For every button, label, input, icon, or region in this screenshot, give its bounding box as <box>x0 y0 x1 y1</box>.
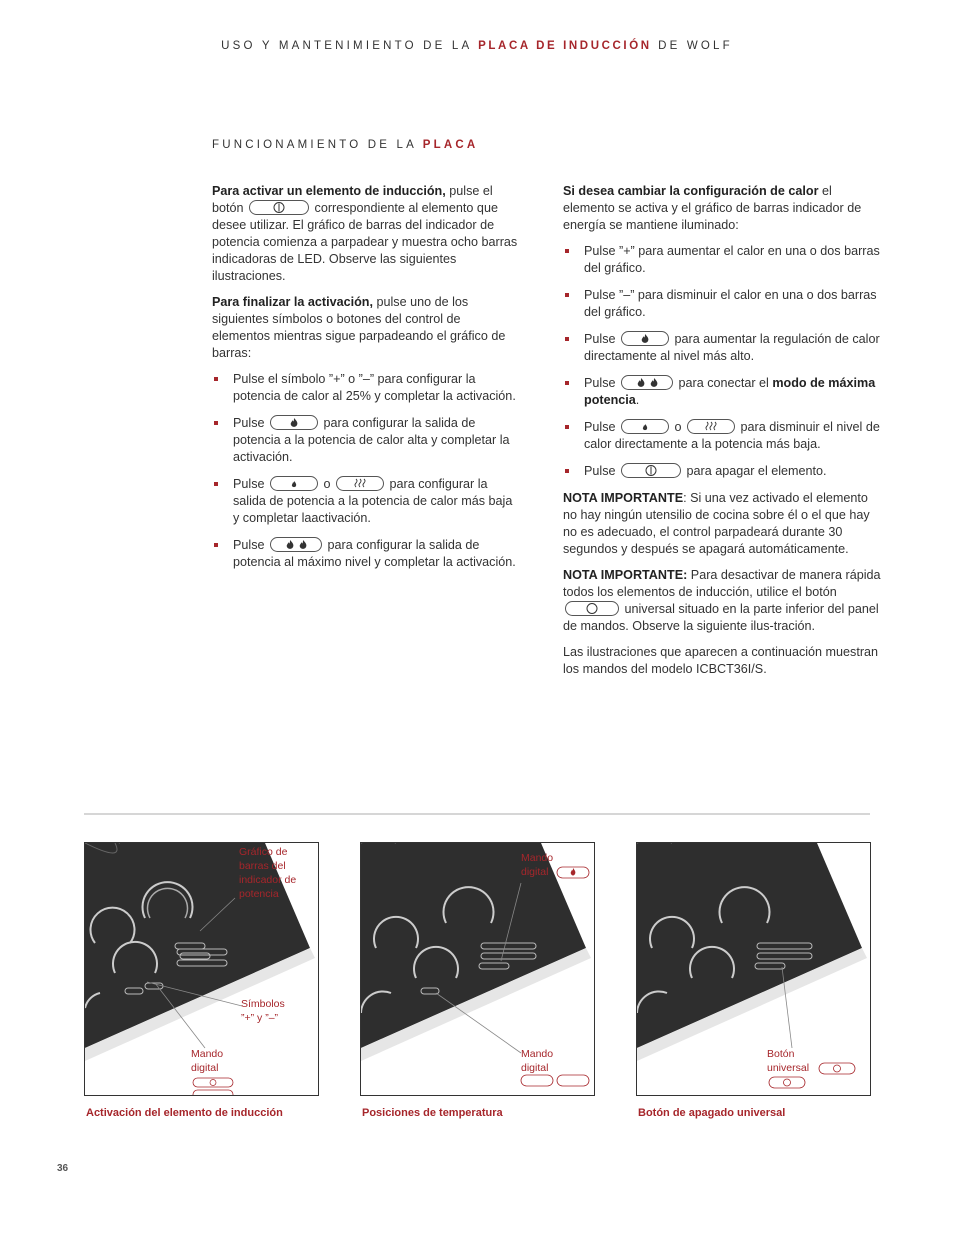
right-b5-b: para disminuir el nivel de calor directamente a la potencia más baja. <box>584 420 880 451</box>
label-digital-control <box>191 1047 223 1075</box>
left-b2-b: para configurar la salida de potencia a la potencia de calor alta y completar la activación. <box>233 416 510 464</box>
simmer-icon <box>687 419 735 434</box>
right-b6-a: Pulse <box>584 464 616 478</box>
label-universal-button <box>767 1047 809 1075</box>
left-bullet-3 <box>212 476 522 527</box>
right-bullet-3 <box>563 331 881 365</box>
left-b4-a: Pulse <box>233 538 265 552</box>
label-bar-graph <box>239 845 296 901</box>
left-b2-a: Pulse <box>233 416 265 430</box>
left-p1-b: correspondiente al elemento que desee utilizar. El gráfico de barras del indicador de potencia comienza a parpadear y muestra ocho barras indicadoras de LED. Observe las siguientes ilustraciones. <box>212 201 518 283</box>
right-p1-bold: Si desea cambiar la configuración de calor <box>563 184 819 198</box>
label-digital-control-top <box>521 851 553 879</box>
running-header <box>0 40 954 52</box>
label-line: Botón <box>767 1048 795 1060</box>
section-title <box>212 139 478 151</box>
figure-universal-off <box>636 842 871 1096</box>
page-number: 36 <box>57 1163 69 1174</box>
label-plus-minus <box>241 997 285 1025</box>
header-highlight: PLACA DE INDUCCIÓN <box>478 40 652 52</box>
left-b4-b: para configurar la salida de potencia al máximo nivel y completar la activación. <box>233 538 516 569</box>
divider-rule <box>84 813 870 815</box>
note1-bold: NOTA IMPORTANTE <box>563 491 684 505</box>
left-p1-bold: Para activar un elemento de inducción, <box>212 184 446 198</box>
flame-icon <box>270 415 318 430</box>
right-b5-a: Pulse <box>584 420 616 434</box>
right-bullet-1: Pulse ”+” para aumentar el calor en una o dos barras del gráfico. <box>563 243 881 277</box>
label-line: Mando <box>521 852 554 864</box>
label-line: universal <box>767 1062 810 1074</box>
left-bullet-2 <box>212 415 522 466</box>
double-flame-icon <box>270 537 322 552</box>
label-line: Mando <box>521 1048 554 1060</box>
small-flame-icon <box>270 476 318 491</box>
header-pre: USO Y MANTENIMIENTO DE LA <box>221 40 472 52</box>
label-line: potencia <box>239 888 279 900</box>
note2-b: universal situado en la parte inferior del panel de mandos. Observe la siguiente ilus-tración. <box>563 602 879 633</box>
flame-icon <box>621 331 669 346</box>
left-p1-a: pulse el botón <box>212 184 493 215</box>
left-p2-text: pulse uno de los siguientes símbolos o botones del control de elementos mientras sigue parpadeando el gráfico de barras: <box>212 295 506 360</box>
left-b3-o: o <box>323 477 331 491</box>
right-column <box>563 183 881 687</box>
label-line: Mando <box>191 1048 224 1060</box>
right-p1-text: el elemento se activa y el gráfico de barras indicador de energía se mantiene iluminado: <box>563 184 862 232</box>
important-note-2 <box>563 567 881 635</box>
right-b3-b: para aumentar la regulación de calor directamente al nivel más alto. <box>584 332 880 363</box>
right-b4-a: Pulse <box>584 376 616 390</box>
right-bullet-6 <box>563 463 881 480</box>
note2-a: Para desactivar de manera rápida todos los elementos de inducción, utilice el botón <box>563 568 881 599</box>
left-paragraph-1 <box>212 183 522 285</box>
left-column <box>212 183 522 581</box>
simmer-icon <box>336 476 384 491</box>
right-b4-bold: modo de máxima potencia <box>584 376 876 407</box>
label-line: ”+” y ”–” <box>241 1012 279 1024</box>
left-b3-a: Pulse <box>233 477 265 491</box>
universal-off-icon <box>565 601 619 616</box>
right-last-paragraph: Las ilustraciones que aparecen a continuación muestran los mandos del modelo ICBCT36I/S. <box>563 645 879 676</box>
right-b3-a: Pulse <box>584 332 616 346</box>
right-bullet-4 <box>563 375 881 409</box>
label-line: Símbolos <box>241 998 285 1010</box>
power-button-icon <box>249 200 309 215</box>
note1-text: : Si una vez activado el elemento no hay ningún utensilio de cocina sobre él o el que hay no es adecuado, el control parpadeará durante 30 segundos y después se apagará automáticamente. <box>563 491 870 556</box>
label-line: digital <box>521 866 549 878</box>
left-bullet-4 <box>212 537 522 571</box>
label-line: Gráfico de <box>239 846 288 858</box>
important-note-1 <box>563 490 881 558</box>
power-button-icon <box>621 463 681 478</box>
small-flame-icon <box>621 419 669 434</box>
left-bullet-1: Pulse el símbolo ”+” o ”–” para configurar la potencia de calor al 25% y completar la activación. <box>212 371 522 405</box>
right-b6-b: para apagar el elemento. <box>686 464 827 478</box>
label-line: digital <box>191 1062 219 1074</box>
label-line: barras del <box>239 860 286 872</box>
left-p2-bold: Para finalizar la activación, <box>212 295 373 309</box>
section-title-highlight: PLACA <box>422 139 479 151</box>
left-b3-b: para configurar la salida de potencia a la potencia de calor más baja y completar laactivación. <box>233 477 513 525</box>
note2-bold: NOTA IMPORTANTE: <box>563 568 688 582</box>
right-b4-b: para conectar el <box>678 376 769 390</box>
caption-activation: Activación del elemento de inducción <box>86 1107 283 1119</box>
double-flame-icon <box>621 375 673 390</box>
section-title-pre: FUNCIONAMIENTO DE LA <box>212 139 417 151</box>
figure-temperature <box>360 842 595 1096</box>
cooktop-illustration <box>361 843 594 1095</box>
label-line: indicador de <box>239 874 297 886</box>
caption-temperature: Posiciones de temperatura <box>362 1107 503 1119</box>
figure-activation <box>84 842 319 1096</box>
label-line: digital <box>521 1062 549 1074</box>
right-paragraph-1 <box>563 183 881 234</box>
header-post: DE WOLF <box>658 40 733 52</box>
right-b4-end: . <box>635 393 640 407</box>
cooktop-illustration <box>637 843 870 1095</box>
caption-universal-off: Botón de apagado universal <box>638 1107 786 1119</box>
label-digital-control-bottom <box>521 1047 553 1075</box>
right-b5-o: o <box>674 420 682 434</box>
left-paragraph-2 <box>212 294 522 362</box>
right-bullet-2: Pulse ”–” para disminuir el calor en una o dos barras del gráfico. <box>563 287 881 321</box>
right-bullet-5 <box>563 419 881 453</box>
